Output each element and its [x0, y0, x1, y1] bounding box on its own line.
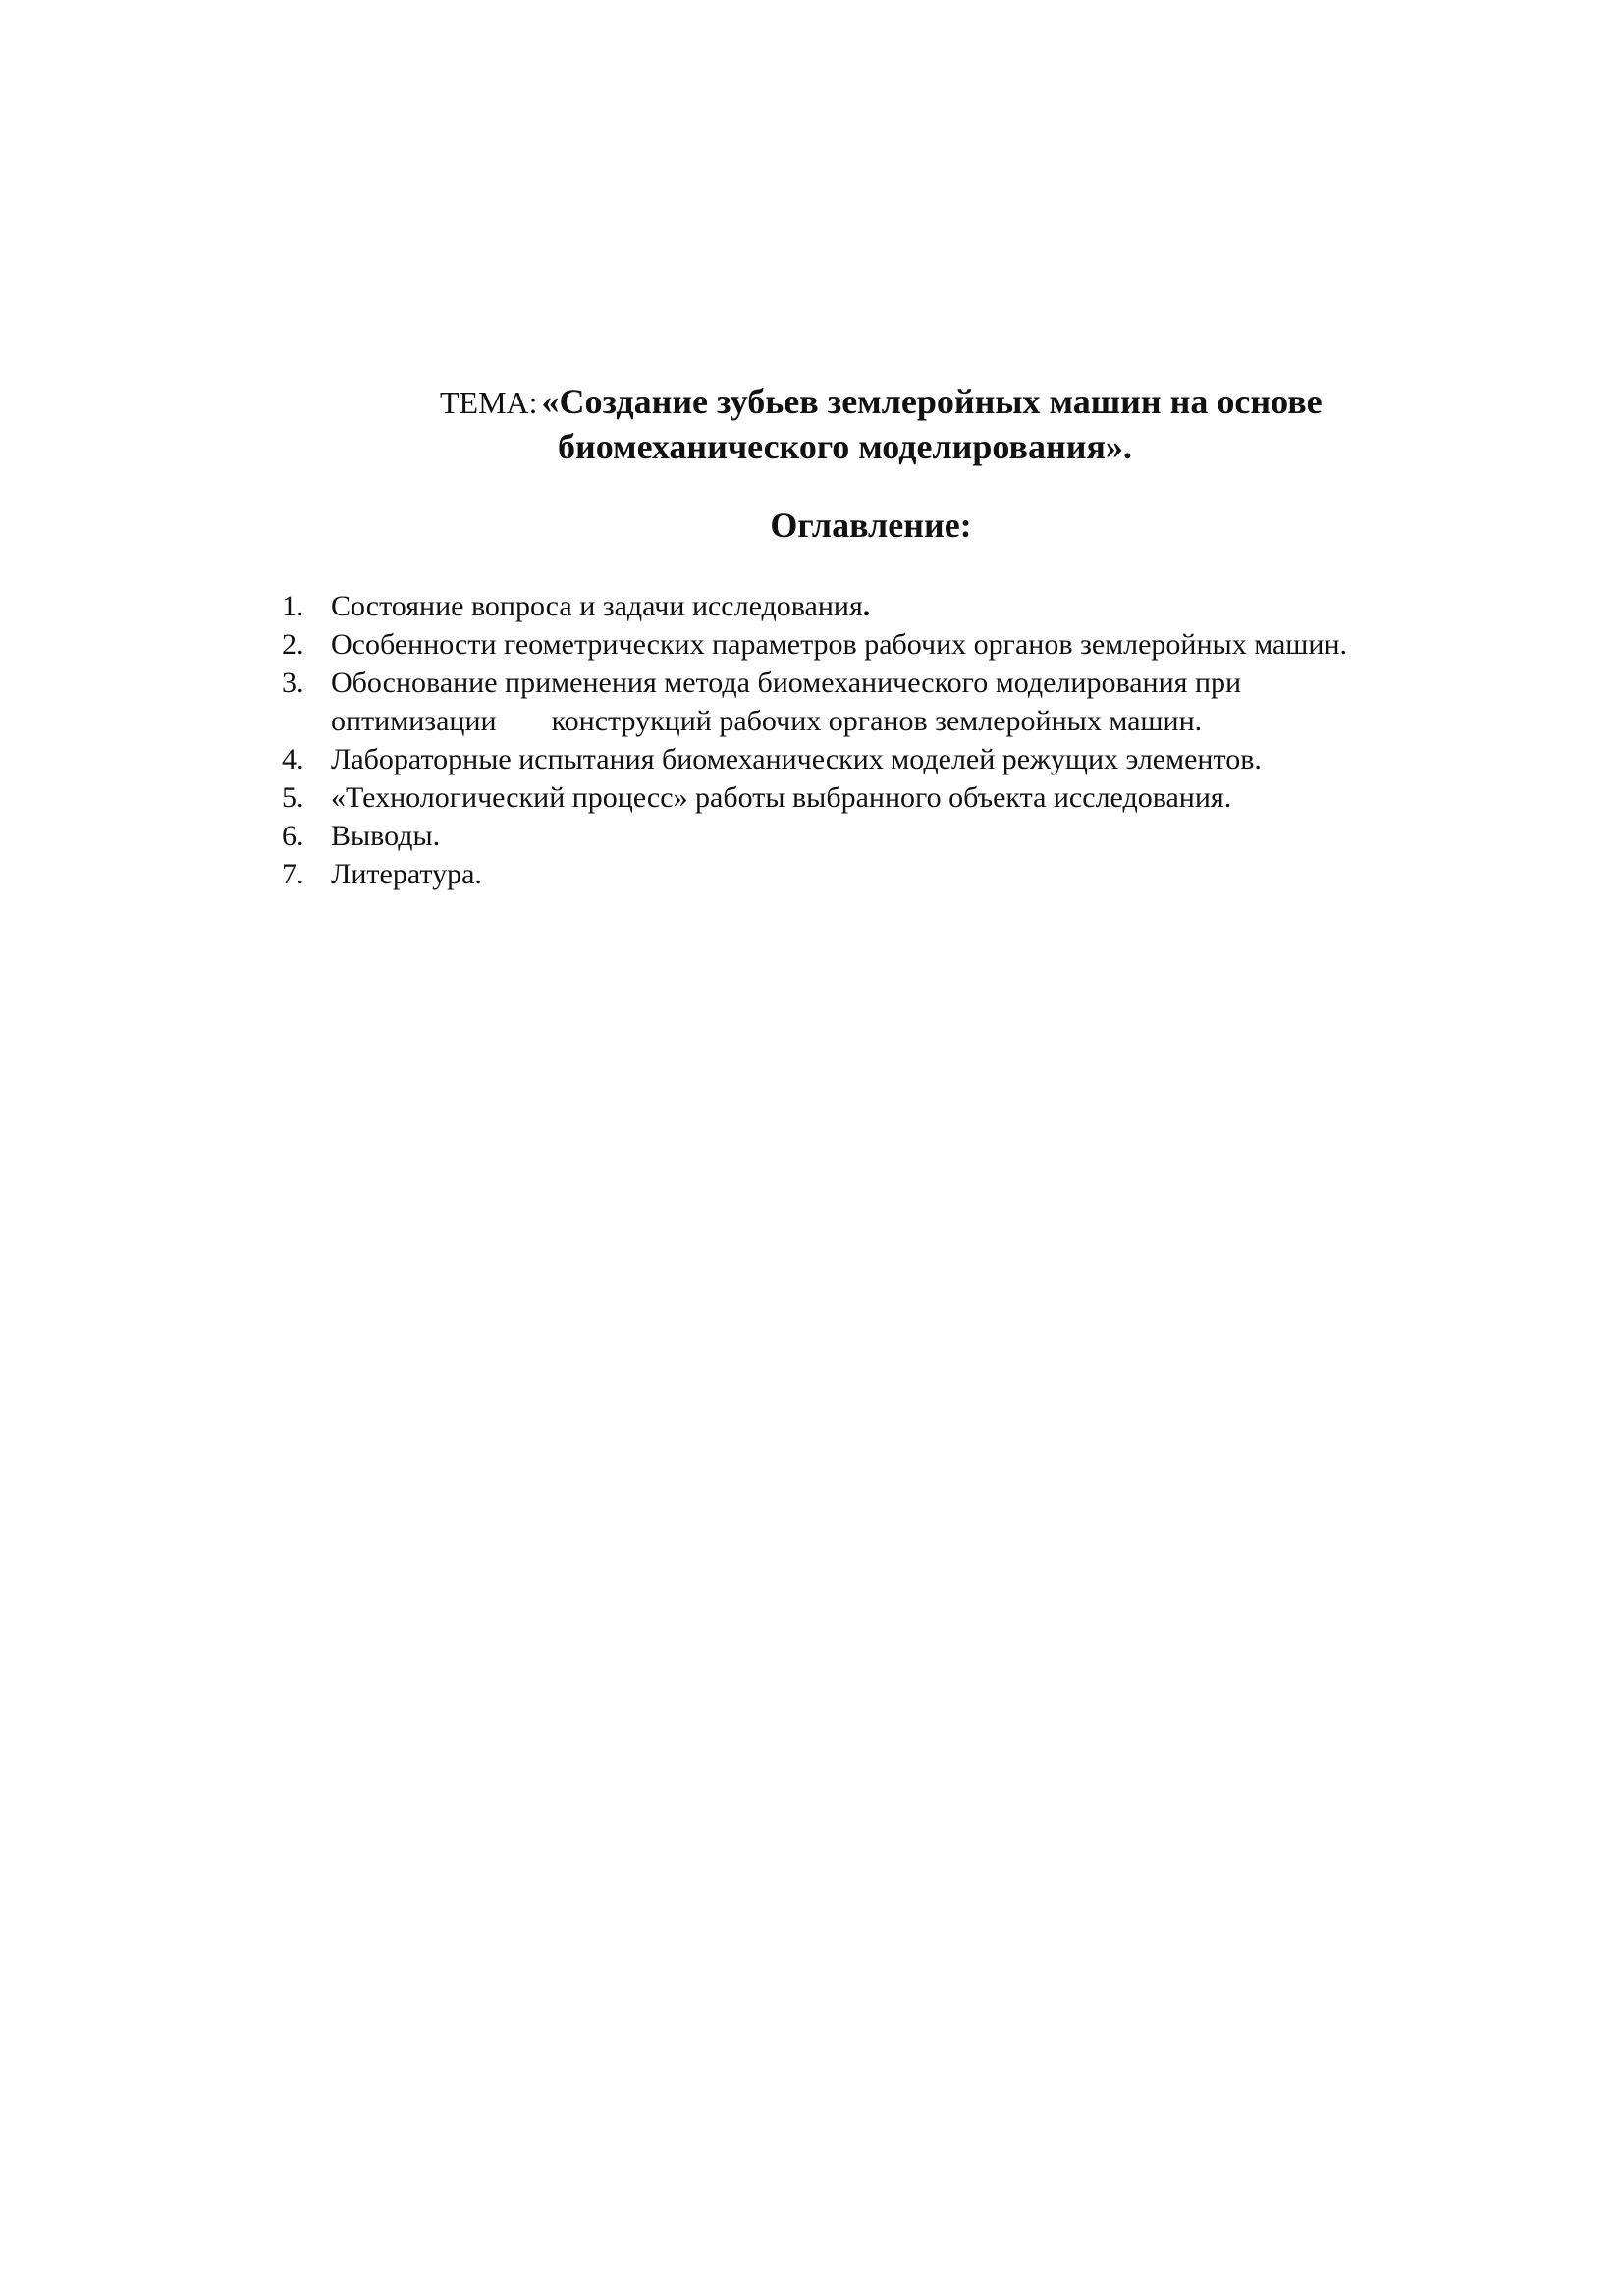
toc-item-text: Выводы. [331, 820, 441, 852]
toc-item-text: «Технологический процесс» работы выбранного объекта исследования. [331, 781, 1232, 814]
toc-item-number: 2. [282, 628, 304, 661]
toc-item-text: Особенности геометрических параметров рабочих органов землеройных машин. [331, 628, 1347, 661]
toc-item-bold-suffix: . [862, 590, 871, 622]
toc-item-number: 7. [282, 858, 304, 890]
theme-title-line2: биомеханического моделирования». [558, 427, 1132, 466]
toc-item-number: 3. [282, 667, 304, 699]
toc-item-text-continuation-b: конструкций рабочих органов землеройных машин. [551, 705, 1203, 737]
toc-list [275, 587, 1551, 893]
toc-item-text: Обоснование применения метода биомеханического моделирования при [331, 667, 1242, 699]
toc-heading: Оглавление: [770, 506, 972, 545]
theme-title-line1: «Создание зубьев землеройных машин на основе [541, 382, 1323, 421]
toc-item-5 [275, 778, 1551, 817]
toc-item-number: 1. [282, 590, 304, 622]
toc-item-2 [275, 625, 1551, 664]
toc-item-number: 4. [282, 743, 304, 775]
toc-item-6 [275, 817, 1551, 855]
toc-item-number: 5. [282, 781, 304, 814]
toc-item-7 [275, 855, 1551, 893]
theme-label: ТЕМА: [440, 385, 538, 420]
toc-item-number: 6. [282, 820, 304, 852]
toc-item-text: Лабораторные испытания биомеханических моделей режущих элементов. [331, 743, 1262, 775]
toc-item-3 [275, 664, 1551, 740]
toc-item-1 [275, 587, 1551, 625]
toc-item-text: Литература. [331, 858, 482, 890]
toc-item-text: Состояние вопроса и задачи исследования [331, 590, 863, 622]
toc-item-text-continuation-a: оптимизации [331, 705, 497, 737]
toc-item-4 [275, 740, 1551, 778]
